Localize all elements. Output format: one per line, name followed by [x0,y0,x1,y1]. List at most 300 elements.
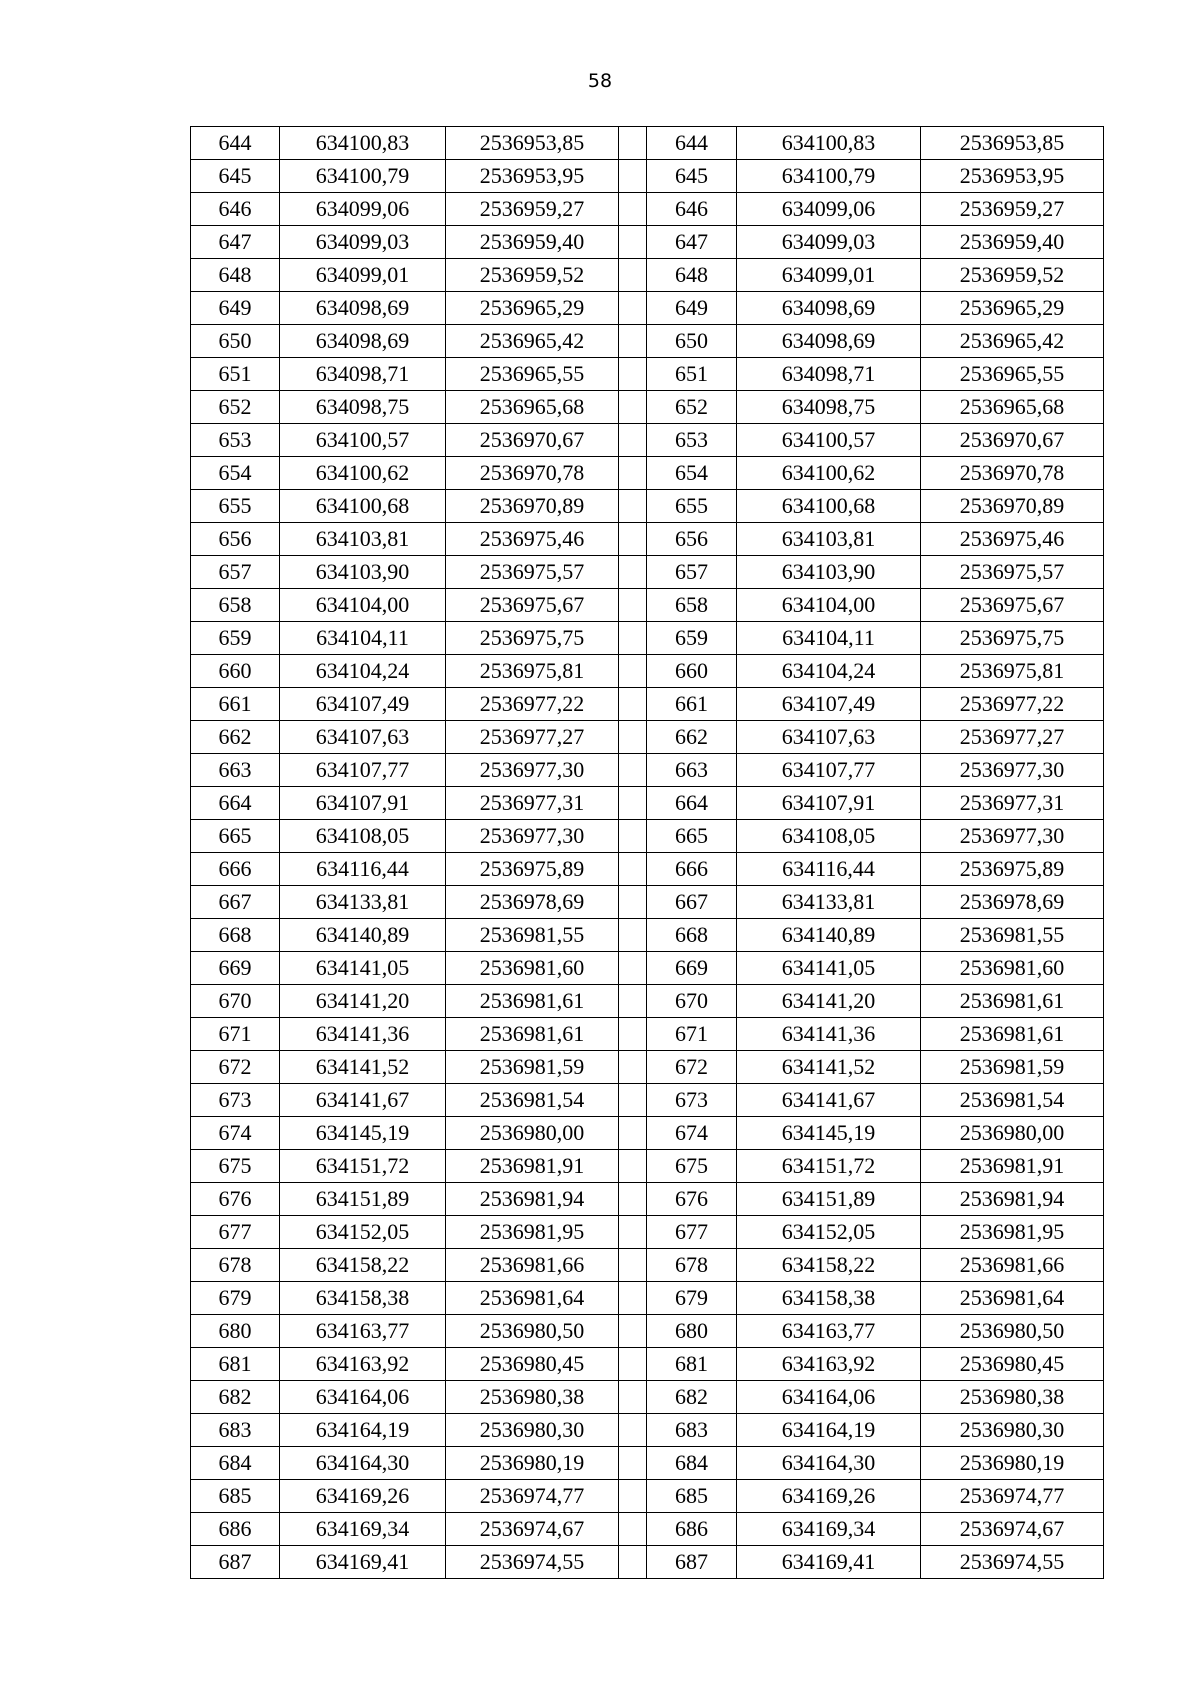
separator-cell [619,1414,647,1447]
separator-cell [619,622,647,655]
table-row [191,820,1104,853]
y-coordinate-old: 2536974,77 [446,1480,619,1513]
x-coordinate-new: 634099,01 [737,259,921,292]
separator-cell [619,1084,647,1117]
x-coordinate-new: 634169,41 [737,1546,921,1579]
table-row [191,391,1104,424]
table-row [191,688,1104,721]
y-coordinate-new: 2536970,67 [921,424,1104,457]
y-coordinate-new: 2536978,69 [921,886,1104,919]
x-coordinate-old: 634151,89 [280,1183,446,1216]
table-row [191,1513,1104,1546]
y-coordinate-old: 2536981,64 [446,1282,619,1315]
separator-cell [619,1282,647,1315]
y-coordinate-new: 2536981,61 [921,985,1104,1018]
x-coordinate-new: 634103,81 [737,523,921,556]
x-coordinate-new: 634100,83 [737,127,921,160]
y-coordinate-old: 2536970,89 [446,490,619,523]
y-coordinate-old: 2536977,27 [446,721,619,754]
x-coordinate-new: 634163,92 [737,1348,921,1381]
point-number-new: 654 [647,457,737,490]
point-number-new: 682 [647,1381,737,1414]
x-coordinate-new: 634107,63 [737,721,921,754]
y-coordinate-old: 2536980,38 [446,1381,619,1414]
y-coordinate-old: 2536981,59 [446,1051,619,1084]
table-row [191,193,1104,226]
point-number-old: 668 [191,919,280,952]
table-row [191,655,1104,688]
x-coordinate-new: 634104,00 [737,589,921,622]
x-coordinate-new: 634099,06 [737,193,921,226]
x-coordinate-old: 634169,26 [280,1480,446,1513]
point-number-old: 666 [191,853,280,886]
y-coordinate-old: 2536980,50 [446,1315,619,1348]
separator-cell [619,1183,647,1216]
point-number-new: 686 [647,1513,737,1546]
point-number-new: 651 [647,358,737,391]
table-row [191,1249,1104,1282]
point-number-new: 645 [647,160,737,193]
x-coordinate-old: 634107,49 [280,688,446,721]
point-number-new: 679 [647,1282,737,1315]
x-coordinate-old: 634098,75 [280,391,446,424]
x-coordinate-old: 634104,00 [280,589,446,622]
y-coordinate-new: 2536977,30 [921,754,1104,787]
table-row [191,1546,1104,1579]
x-coordinate-new: 634158,22 [737,1249,921,1282]
x-coordinate-new: 634100,57 [737,424,921,457]
point-number-old: 682 [191,1381,280,1414]
point-number-old: 686 [191,1513,280,1546]
point-number-new: 653 [647,424,737,457]
x-coordinate-new: 634140,89 [737,919,921,952]
table-row [191,1381,1104,1414]
table-row [191,1282,1104,1315]
table-row [191,952,1104,985]
x-coordinate-old: 634145,19 [280,1117,446,1150]
point-number-old: 645 [191,160,280,193]
table-row [191,622,1104,655]
y-coordinate-new: 2536953,95 [921,160,1104,193]
x-coordinate-old: 634099,01 [280,259,446,292]
x-coordinate-old: 634099,03 [280,226,446,259]
separator-cell [619,1480,647,1513]
table-row [191,1084,1104,1117]
separator-cell [619,655,647,688]
point-number-old: 644 [191,127,280,160]
point-number-old: 667 [191,886,280,919]
coordinates-table [190,126,1104,1579]
y-coordinate-old: 2536975,67 [446,589,619,622]
table-row [191,1315,1104,1348]
point-number-old: 684 [191,1447,280,1480]
x-coordinate-new: 634100,62 [737,457,921,490]
x-coordinate-old: 634100,57 [280,424,446,457]
separator-cell [619,325,647,358]
x-coordinate-new: 634107,49 [737,688,921,721]
point-number-old: 661 [191,688,280,721]
table-row [191,1183,1104,1216]
table-row [191,754,1104,787]
separator-cell [619,1447,647,1480]
separator-cell [619,820,647,853]
table-row [191,1480,1104,1513]
separator-cell [619,457,647,490]
y-coordinate-old: 2536977,30 [446,820,619,853]
point-number-old: 659 [191,622,280,655]
y-coordinate-new: 2536965,68 [921,391,1104,424]
y-coordinate-new: 2536974,67 [921,1513,1104,1546]
point-number-new: 677 [647,1216,737,1249]
separator-cell [619,589,647,622]
point-number-old: 672 [191,1051,280,1084]
x-coordinate-new: 634141,36 [737,1018,921,1051]
x-coordinate-old: 634152,05 [280,1216,446,1249]
x-coordinate-new: 634099,03 [737,226,921,259]
separator-cell [619,787,647,820]
y-coordinate-new: 2536959,40 [921,226,1104,259]
table-row [191,1216,1104,1249]
table-row [191,721,1104,754]
x-coordinate-new: 634098,69 [737,325,921,358]
x-coordinate-old: 634108,05 [280,820,446,853]
x-coordinate-old: 634100,79 [280,160,446,193]
y-coordinate-new: 2536965,55 [921,358,1104,391]
point-number-old: 658 [191,589,280,622]
separator-cell [619,754,647,787]
point-number-new: 683 [647,1414,737,1447]
x-coordinate-new: 634158,38 [737,1282,921,1315]
point-number-new: 664 [647,787,737,820]
point-number-new: 657 [647,556,737,589]
x-coordinate-old: 634103,90 [280,556,446,589]
x-coordinate-new: 634108,05 [737,820,921,853]
point-number-new: 646 [647,193,737,226]
point-number-new: 644 [647,127,737,160]
y-coordinate-new: 2536975,81 [921,655,1104,688]
table-row [191,292,1104,325]
point-number-old: 676 [191,1183,280,1216]
point-number-old: 662 [191,721,280,754]
point-number-old: 649 [191,292,280,325]
point-number-old: 655 [191,490,280,523]
point-number-new: 658 [647,589,737,622]
y-coordinate-new: 2536981,95 [921,1216,1104,1249]
point-number-new: 687 [647,1546,737,1579]
x-coordinate-new: 634141,67 [737,1084,921,1117]
x-coordinate-new: 634141,05 [737,952,921,985]
x-coordinate-new: 634152,05 [737,1216,921,1249]
page-number: 58 [587,70,613,92]
y-coordinate-new: 2536977,31 [921,787,1104,820]
x-coordinate-new: 634100,79 [737,160,921,193]
x-coordinate-new: 634107,91 [737,787,921,820]
separator-cell [619,1315,647,1348]
x-coordinate-old: 634098,69 [280,292,446,325]
point-number-old: 671 [191,1018,280,1051]
separator-cell [619,1513,647,1546]
y-coordinate-old: 2536959,40 [446,226,619,259]
point-number-old: 653 [191,424,280,457]
point-number-old: 680 [191,1315,280,1348]
point-number-old: 675 [191,1150,280,1183]
point-number-new: 649 [647,292,737,325]
point-number-new: 675 [647,1150,737,1183]
table-row [191,1051,1104,1084]
separator-cell [619,952,647,985]
x-coordinate-new: 634116,44 [737,853,921,886]
y-coordinate-old: 2536959,27 [446,193,619,226]
y-coordinate-old: 2536980,19 [446,1447,619,1480]
x-coordinate-old: 634164,19 [280,1414,446,1447]
point-number-old: 687 [191,1546,280,1579]
point-number-new: 678 [647,1249,737,1282]
y-coordinate-new: 2536970,78 [921,457,1104,490]
x-coordinate-new: 634151,72 [737,1150,921,1183]
point-number-new: 656 [647,523,737,556]
x-coordinate-old: 634098,69 [280,325,446,358]
y-coordinate-old: 2536974,55 [446,1546,619,1579]
point-number-old: 669 [191,952,280,985]
y-coordinate-new: 2536975,89 [921,853,1104,886]
table-row [191,424,1104,457]
point-number-new: 681 [647,1348,737,1381]
table-row [191,259,1104,292]
table-row [191,919,1104,952]
x-coordinate-old: 634163,92 [280,1348,446,1381]
x-coordinate-new: 634169,26 [737,1480,921,1513]
point-number-new: 659 [647,622,737,655]
point-number-new: 670 [647,985,737,1018]
x-coordinate-old: 634100,62 [280,457,446,490]
x-coordinate-old: 634140,89 [280,919,446,952]
point-number-old: 677 [191,1216,280,1249]
y-coordinate-old: 2536980,45 [446,1348,619,1381]
y-coordinate-new: 2536975,67 [921,589,1104,622]
separator-cell [619,853,647,886]
y-coordinate-new: 2536980,30 [921,1414,1104,1447]
y-coordinate-old: 2536975,81 [446,655,619,688]
point-number-new: 685 [647,1480,737,1513]
separator-cell [619,985,647,1018]
point-number-new: 680 [647,1315,737,1348]
x-coordinate-old: 634141,20 [280,985,446,1018]
y-coordinate-old: 2536959,52 [446,259,619,292]
table-row [191,160,1104,193]
point-number-old: 678 [191,1249,280,1282]
separator-cell [619,688,647,721]
y-coordinate-old: 2536978,69 [446,886,619,919]
x-coordinate-new: 634141,20 [737,985,921,1018]
x-coordinate-old: 634100,68 [280,490,446,523]
separator-cell [619,919,647,952]
x-coordinate-old: 634116,44 [280,853,446,886]
table-row [191,523,1104,556]
x-coordinate-old: 634151,72 [280,1150,446,1183]
x-coordinate-new: 634151,89 [737,1183,921,1216]
x-coordinate-old: 634141,36 [280,1018,446,1051]
point-number-new: 668 [647,919,737,952]
separator-cell [619,193,647,226]
x-coordinate-new: 634133,81 [737,886,921,919]
point-number-old: 648 [191,259,280,292]
y-coordinate-new: 2536981,66 [921,1249,1104,1282]
x-coordinate-new: 634098,69 [737,292,921,325]
table-row [191,358,1104,391]
y-coordinate-new: 2536980,00 [921,1117,1104,1150]
x-coordinate-new: 634164,19 [737,1414,921,1447]
x-coordinate-old: 634141,67 [280,1084,446,1117]
y-coordinate-new: 2536980,19 [921,1447,1104,1480]
point-number-old: 650 [191,325,280,358]
x-coordinate-old: 634107,63 [280,721,446,754]
table-row [191,127,1104,160]
point-number-old: 657 [191,556,280,589]
y-coordinate-old: 2536975,57 [446,556,619,589]
point-number-new: 676 [647,1183,737,1216]
y-coordinate-new: 2536981,60 [921,952,1104,985]
table-row [191,886,1104,919]
y-coordinate-old: 2536953,85 [446,127,619,160]
separator-cell [619,1117,647,1150]
y-coordinate-new: 2536981,55 [921,919,1104,952]
y-coordinate-old: 2536977,30 [446,754,619,787]
separator-cell [619,523,647,556]
separator-cell [619,226,647,259]
separator-cell [619,259,647,292]
point-number-old: 651 [191,358,280,391]
y-coordinate-new: 2536965,29 [921,292,1104,325]
y-coordinate-old: 2536975,89 [446,853,619,886]
point-number-old: 679 [191,1282,280,1315]
x-coordinate-new: 634107,77 [737,754,921,787]
x-coordinate-old: 634104,24 [280,655,446,688]
separator-cell [619,1381,647,1414]
table-row [191,589,1104,622]
y-coordinate-old: 2536981,54 [446,1084,619,1117]
table-row [191,985,1104,1018]
y-coordinate-new: 2536980,45 [921,1348,1104,1381]
point-number-new: 672 [647,1051,737,1084]
point-number-new: 674 [647,1117,737,1150]
x-coordinate-new: 634169,34 [737,1513,921,1546]
table-row [191,787,1104,820]
x-coordinate-old: 634133,81 [280,886,446,919]
x-coordinate-old: 634164,30 [280,1447,446,1480]
y-coordinate-old: 2536970,78 [446,457,619,490]
point-number-new: 652 [647,391,737,424]
y-coordinate-old: 2536974,67 [446,1513,619,1546]
y-coordinate-old: 2536981,91 [446,1150,619,1183]
y-coordinate-old: 2536981,60 [446,952,619,985]
table-row [191,457,1104,490]
x-coordinate-old: 634158,22 [280,1249,446,1282]
point-number-old: 683 [191,1414,280,1447]
point-number-new: 663 [647,754,737,787]
point-number-old: 656 [191,523,280,556]
point-number-old: 646 [191,193,280,226]
y-coordinate-new: 2536980,50 [921,1315,1104,1348]
x-coordinate-old: 634169,41 [280,1546,446,1579]
y-coordinate-old: 2536980,30 [446,1414,619,1447]
separator-cell [619,1249,647,1282]
y-coordinate-new: 2536981,64 [921,1282,1104,1315]
y-coordinate-new: 2536970,89 [921,490,1104,523]
y-coordinate-old: 2536981,94 [446,1183,619,1216]
x-coordinate-new: 634104,11 [737,622,921,655]
point-number-old: 660 [191,655,280,688]
x-coordinate-new: 634164,06 [737,1381,921,1414]
x-coordinate-old: 634107,91 [280,787,446,820]
point-number-new: 661 [647,688,737,721]
y-coordinate-old: 2536965,68 [446,391,619,424]
y-coordinate-new: 2536981,59 [921,1051,1104,1084]
y-coordinate-old: 2536965,55 [446,358,619,391]
x-coordinate-new: 634100,68 [737,490,921,523]
y-coordinate-new: 2536965,42 [921,325,1104,358]
separator-cell [619,1018,647,1051]
y-coordinate-new: 2536974,77 [921,1480,1104,1513]
x-coordinate-new: 634098,75 [737,391,921,424]
x-coordinate-old: 634141,52 [280,1051,446,1084]
y-coordinate-old: 2536981,55 [446,919,619,952]
separator-cell [619,127,647,160]
y-coordinate-old: 2536981,95 [446,1216,619,1249]
separator-cell [619,1150,647,1183]
y-coordinate-old: 2536953,95 [446,160,619,193]
table-row [191,1348,1104,1381]
separator-cell [619,391,647,424]
x-coordinate-old: 634163,77 [280,1315,446,1348]
point-number-new: 665 [647,820,737,853]
x-coordinate-old: 634104,11 [280,622,446,655]
point-number-new: 648 [647,259,737,292]
y-coordinate-old: 2536970,67 [446,424,619,457]
point-number-old: 654 [191,457,280,490]
x-coordinate-old: 634100,83 [280,127,446,160]
point-number-new: 650 [647,325,737,358]
x-coordinate-old: 634099,06 [280,193,446,226]
x-coordinate-new: 634103,90 [737,556,921,589]
coordinates-table-body [191,127,1104,1579]
point-number-new: 655 [647,490,737,523]
y-coordinate-old: 2536977,22 [446,688,619,721]
point-number-new: 684 [647,1447,737,1480]
y-coordinate-new: 2536981,54 [921,1084,1104,1117]
x-coordinate-old: 634169,34 [280,1513,446,1546]
table-row [191,490,1104,523]
x-coordinate-old: 634158,38 [280,1282,446,1315]
point-number-new: 660 [647,655,737,688]
point-number-old: 652 [191,391,280,424]
x-coordinate-old: 634164,06 [280,1381,446,1414]
y-coordinate-old: 2536980,00 [446,1117,619,1150]
x-coordinate-new: 634104,24 [737,655,921,688]
x-coordinate-old: 634098,71 [280,358,446,391]
y-coordinate-new: 2536975,57 [921,556,1104,589]
y-coordinate-old: 2536981,66 [446,1249,619,1282]
y-coordinate-old: 2536965,42 [446,325,619,358]
y-coordinate-new: 2536975,46 [921,523,1104,556]
separator-cell [619,358,647,391]
y-coordinate-new: 2536980,38 [921,1381,1104,1414]
point-number-new: 669 [647,952,737,985]
x-coordinate-old: 634103,81 [280,523,446,556]
separator-cell [619,292,647,325]
separator-cell [619,1546,647,1579]
x-coordinate-new: 634163,77 [737,1315,921,1348]
x-coordinate-old: 634107,77 [280,754,446,787]
